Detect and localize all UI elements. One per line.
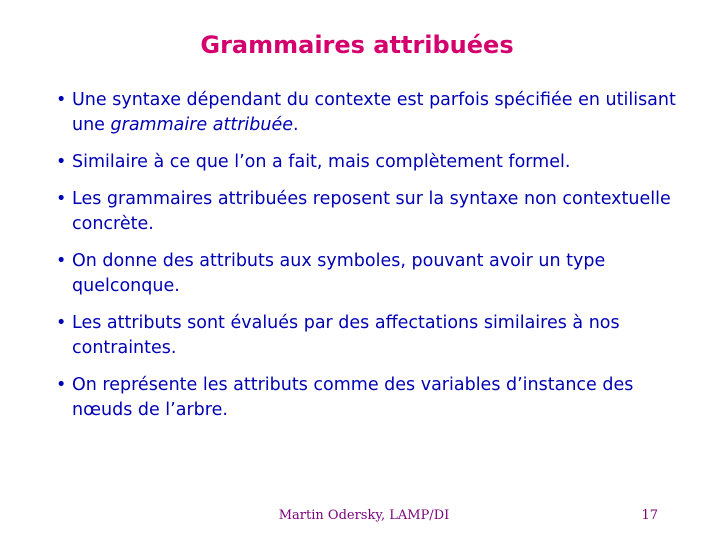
footer-author: Martin Odersky, LAMP/DI [278,508,450,523]
bullet-text: On représente les attributs comme des variables d’instance des nœuds de l’arbre. [72,375,634,420]
bullet-text: Les grammaires attribuées reposent sur la syntaxe non contextuelle concrète. [72,189,671,234]
bullet-item [56,249,676,299]
bullet-item [56,187,676,237]
page-number: 17 [641,508,658,523]
bullet-text: Les attributs sont évalués par des affectations similaires à nos contraintes. [72,313,620,358]
bullet-item [56,373,676,423]
bullet-emphasis: grammaire attribuée [110,115,293,135]
bullet-text-end: . [292,115,299,135]
bullet-text: Similaire à ce que l’on a fait, mais complètement formel. [72,152,571,172]
bullet-text: On donne des attributs aux symboles, pouvant avoir un type quelconque. [72,251,606,296]
bullet-list [56,88,676,435]
slide-title: Grammaires attribuées [200,31,514,59]
bullet-text: Une syntaxe dépendant du contexte est parfois spécifiée en utilisant une [72,90,676,135]
bullet-item [56,88,676,138]
bullet-item [56,150,676,175]
bullet-item [56,311,676,361]
